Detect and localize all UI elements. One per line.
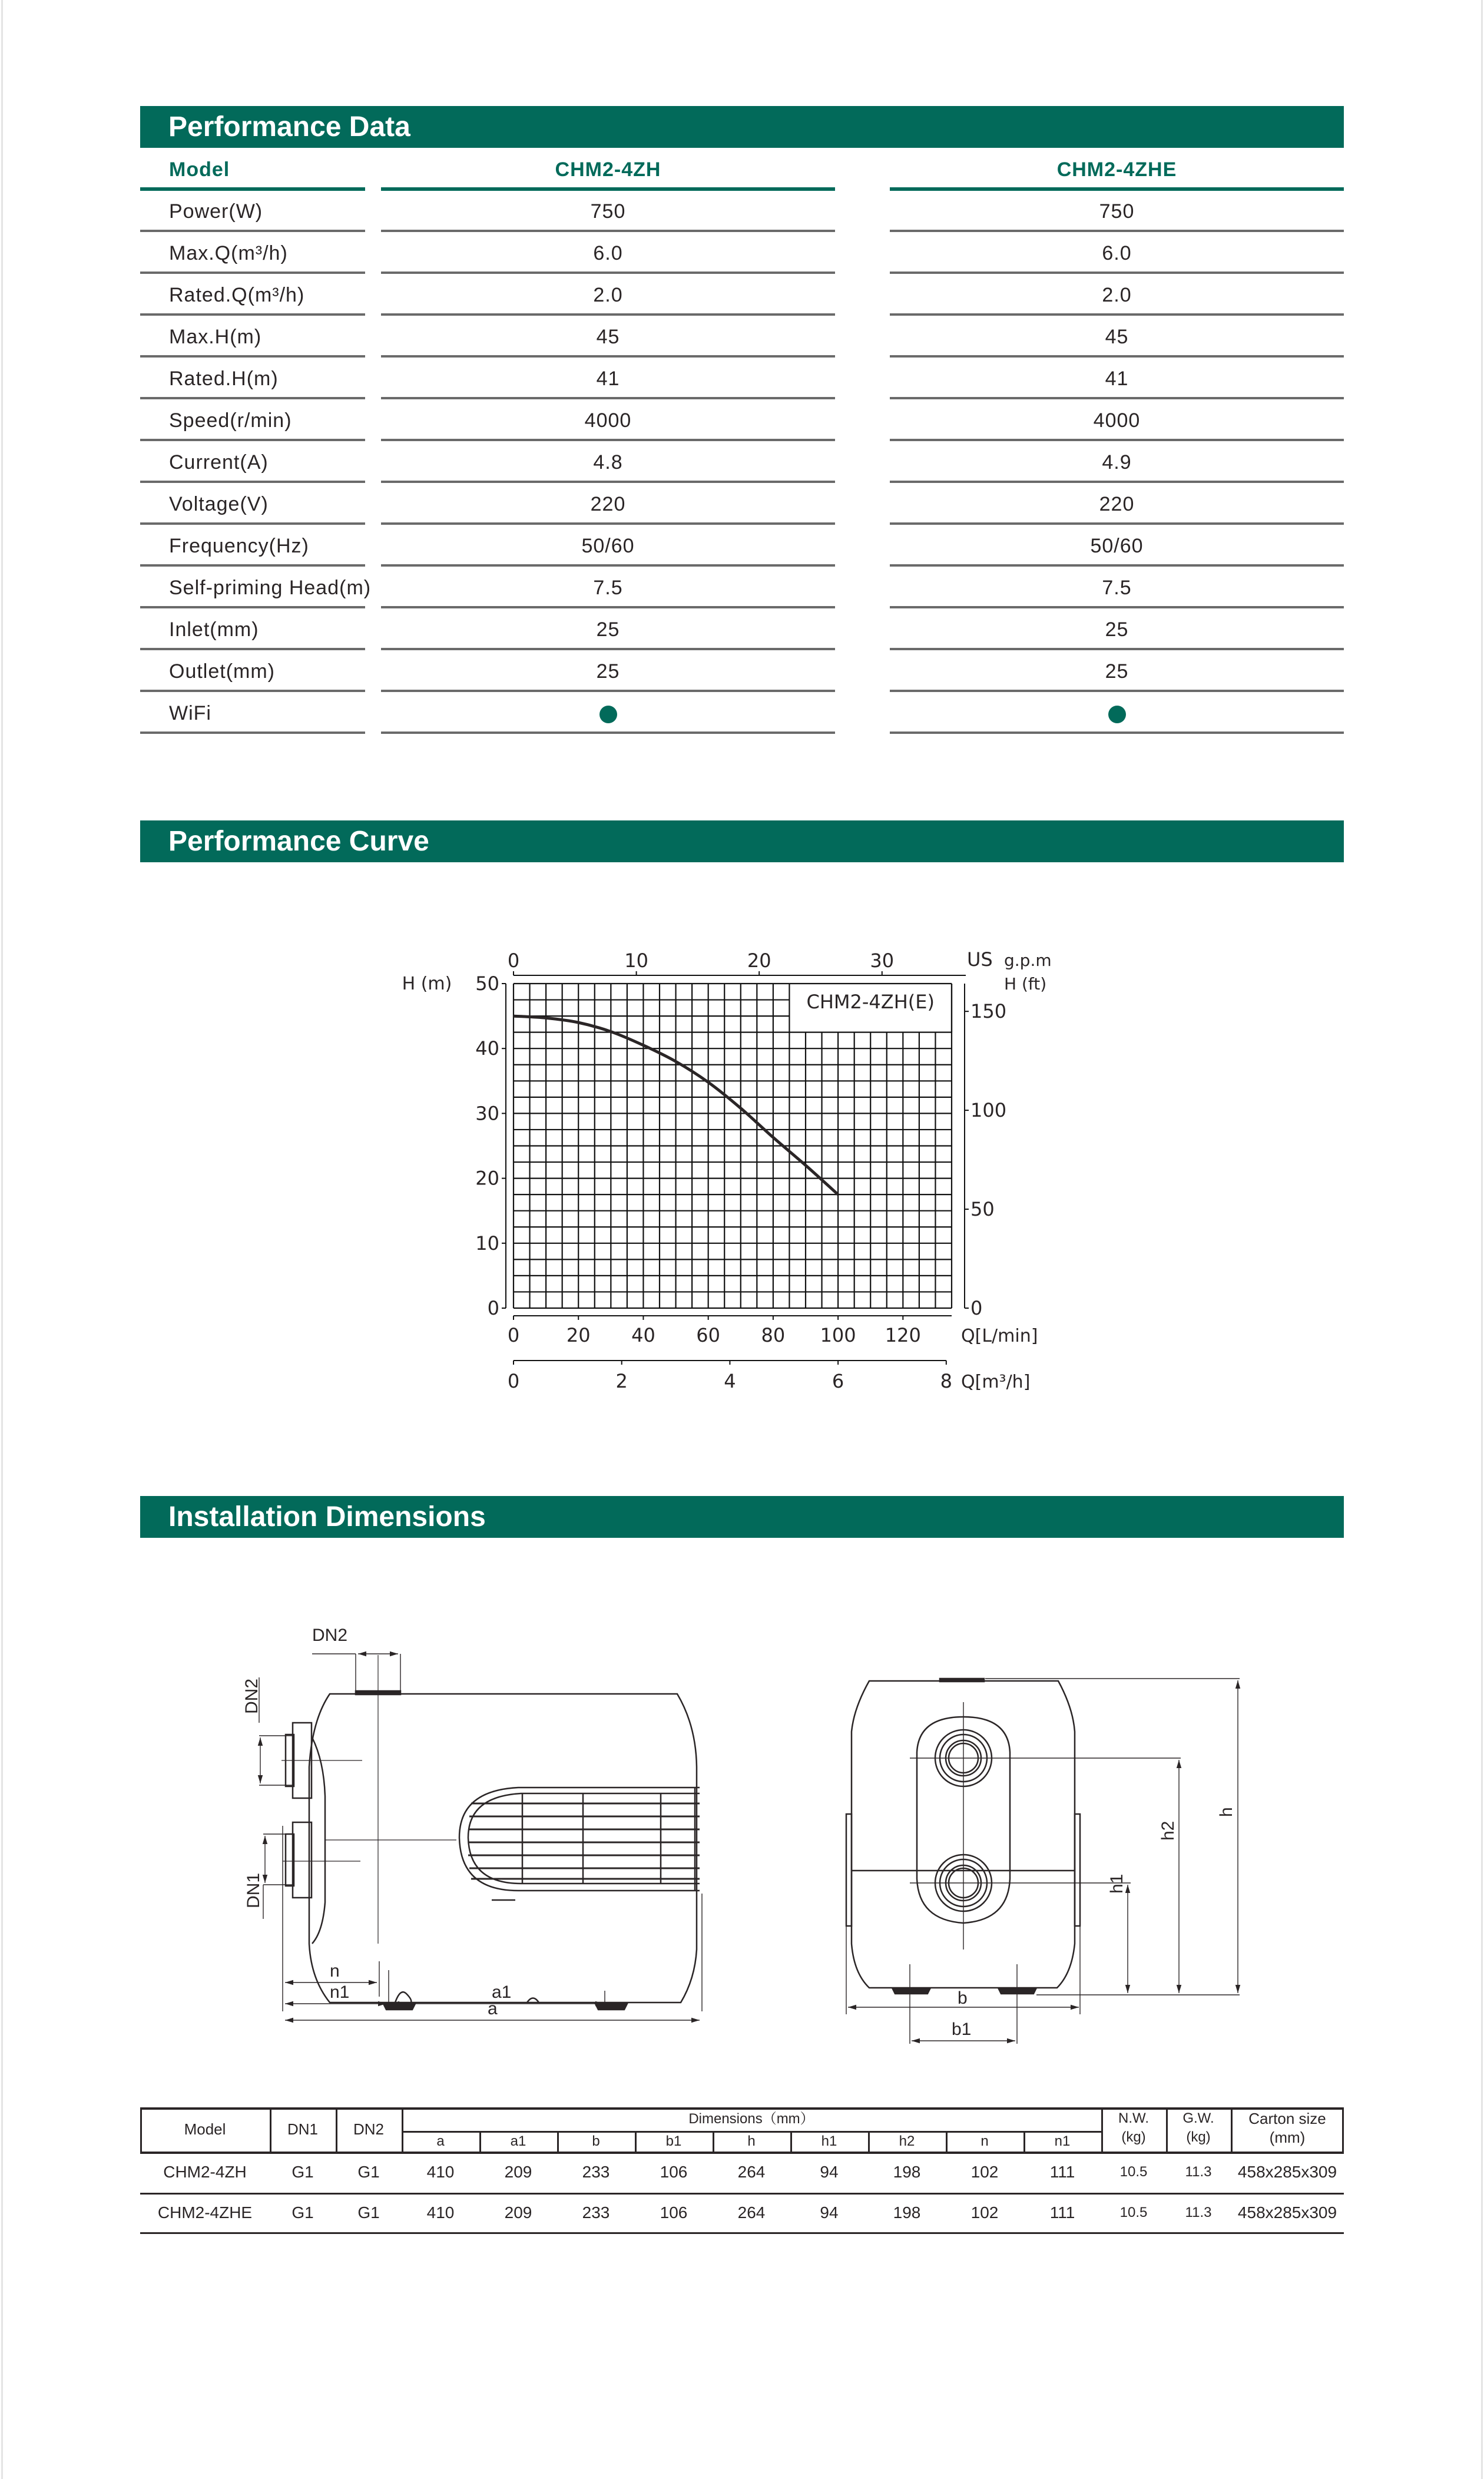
label-h: h [1217, 1807, 1236, 1817]
label-n1: n1 [330, 1982, 350, 2002]
y2-axis-label: H (ft) [1004, 974, 1047, 994]
cell-dim-a: 410 [426, 2163, 455, 2181]
label-h1: h1 [1107, 1874, 1127, 1894]
header-gw-unit: (kg) [1186, 2129, 1211, 2145]
row-divider [381, 313, 835, 316]
header-dim-n1: n1 [1054, 2133, 1071, 2149]
cell-gw: 11.3 [1185, 2164, 1212, 2180]
y-tick-label: 20 [475, 1167, 499, 1190]
row-divider [140, 313, 365, 316]
cell-dim-n: 102 [970, 2163, 999, 2181]
spec-value: 750 [1099, 200, 1135, 223]
cell-dim-h: 264 [737, 2163, 766, 2181]
row-divider [381, 397, 835, 399]
cell-dim-n1: 111 [1049, 2163, 1075, 2181]
section-title: Performance Curve [168, 826, 429, 857]
x3-tick-label: 8 [940, 1370, 952, 1392]
pump-body-side [309, 1694, 697, 2003]
x3-axis-label: Q[m³/h] [961, 1372, 1031, 1392]
section-header-performance-curve [140, 820, 1344, 862]
spec-value: 50/60 [581, 535, 635, 557]
header-dim-h2: h2 [899, 2133, 915, 2149]
spec-value: 25 [1105, 660, 1129, 683]
cell-nw: 10.5 [1119, 2205, 1148, 2220]
row-divider [890, 606, 1344, 608]
installation-drawing [224, 1602, 1284, 2039]
row-divider [140, 272, 365, 274]
dot-icon [1108, 706, 1126, 723]
row-divider [890, 397, 1344, 399]
y2-tick-label: 0 [970, 1297, 983, 1319]
spec-label: Rated.Q(m³/h) [169, 284, 305, 306]
spec-value: 45 [596, 326, 620, 348]
row-divider [890, 690, 1344, 692]
cell-dn1: G1 [292, 2163, 314, 2181]
row-divider [140, 481, 365, 483]
row-divider [381, 355, 835, 358]
x-tick-label: 120 [885, 1324, 921, 1346]
x3-tick-label: 4 [724, 1370, 736, 1392]
model-header-chm2-4zh: CHM2-4ZH [555, 158, 661, 181]
row-divider [381, 522, 835, 525]
row-divider [140, 648, 365, 650]
y-tick-label: 50 [475, 972, 499, 995]
spec-value: 750 [590, 200, 626, 223]
label-a1: a1 [492, 1982, 512, 2002]
cell-model: CHM2-4ZHE [157, 2203, 253, 2222]
spec-value: 4.9 [1102, 451, 1132, 474]
spec-label: Outlet(mm) [169, 660, 275, 683]
x-tick-label: 0 [507, 1324, 520, 1346]
label-a: a [488, 1999, 498, 2018]
x2-tick-label: 20 [747, 949, 771, 972]
cell-dim-h2: 198 [893, 2203, 921, 2222]
cell-dim-n: 102 [970, 2203, 999, 2222]
row-divider [381, 732, 835, 734]
spec-label: Speed(r/min) [169, 409, 292, 432]
y-tick-label: 0 [487, 1297, 499, 1319]
row-divider [381, 648, 835, 650]
header-dim-a: a [436, 2133, 445, 2149]
header-dim-h: h [747, 2133, 756, 2149]
spec-value: 25 [1105, 618, 1129, 641]
header-nw-unit: (kg) [1121, 2129, 1146, 2145]
spec-value: 41 [1105, 368, 1129, 390]
row-divider [381, 481, 835, 483]
row-divider [890, 522, 1344, 525]
row-divider [890, 732, 1344, 734]
label-b-width: b [958, 1988, 968, 2008]
row-divider [890, 355, 1344, 358]
spec-value: 25 [596, 660, 620, 683]
x2-tick-label: 10 [624, 949, 648, 972]
row-divider [140, 732, 365, 734]
row-divider [890, 313, 1344, 316]
spec-value: 25 [596, 618, 620, 641]
cell-dn2: G1 [357, 2203, 380, 2222]
row-divider [140, 355, 365, 358]
y2-tick-label: 100 [970, 1099, 1007, 1122]
performance-curve-chart [353, 919, 1119, 1414]
row-divider [890, 648, 1344, 650]
cell-dim-b: 233 [582, 2203, 610, 2222]
spec-label: Current(A) [169, 451, 269, 474]
x-tick-label: 20 [566, 1324, 591, 1346]
row-divider [381, 439, 835, 441]
row-divider [890, 230, 1344, 232]
x-axis-label: Q[L/min] [961, 1326, 1038, 1346]
header-dim-a1: a1 [510, 2133, 526, 2149]
row-divider [140, 690, 365, 692]
row-divider [140, 606, 365, 608]
row-divider [381, 690, 835, 692]
header-dim-n: n [980, 2133, 989, 2149]
cell-dim-a: 410 [426, 2203, 455, 2222]
y-axis-label: H (m) [402, 974, 452, 994]
spec-label: Power(W) [169, 200, 263, 223]
section-title: Installation Dimensions [168, 1501, 486, 1533]
spec-label: Max.Q(m³/h) [169, 242, 288, 264]
cell-dim-h1: 94 [820, 2163, 839, 2181]
header-nw: N.W. [1118, 2110, 1149, 2126]
x2-axis-label-us: US [967, 948, 993, 971]
header-dn1: DN1 [287, 2120, 318, 2138]
row-divider [140, 230, 365, 232]
y2-tick-label: 150 [970, 1000, 1007, 1023]
model-header-label: Model [169, 158, 230, 181]
header-gw: G.W. [1182, 2110, 1214, 2126]
spec-value: 2.0 [1102, 284, 1132, 306]
x2-tick-label: 0 [507, 949, 520, 972]
spec-value: 2.0 [593, 284, 623, 306]
row-divider [381, 272, 835, 274]
spec-value: 7.5 [593, 577, 623, 599]
label-n: n [330, 1961, 340, 1981]
wifi-supported-icon [381, 693, 835, 734]
row-divider [890, 564, 1344, 567]
spec-value: 4.8 [593, 451, 623, 474]
x-tick-label: 60 [696, 1324, 721, 1346]
spec-value: 4000 [1093, 409, 1141, 432]
spec-value: 50/60 [1090, 535, 1144, 557]
cell-dim-b1: 106 [660, 2163, 688, 2181]
cell-dim-a1: 209 [504, 2203, 532, 2222]
cell-model: CHM2-4ZH [163, 2163, 247, 2181]
header-dim-h1: h1 [821, 2133, 837, 2149]
label-dn2-top: DN2 [312, 1626, 348, 1645]
cell-dn2: G1 [357, 2163, 380, 2181]
section-header-installation-dimensions [140, 1496, 1344, 1538]
cell-carton: 458x285x309 [1237, 2163, 1337, 2181]
spec-label: Frequency(Hz) [169, 535, 309, 557]
spec-value: 220 [1099, 493, 1135, 515]
header-carton-unit: (mm) [1269, 2129, 1306, 2146]
spec-value: 220 [590, 493, 626, 515]
cell-dn1: G1 [292, 2203, 314, 2222]
cell-dim-n1: 111 [1049, 2203, 1075, 2222]
section-title: Performance Data [168, 111, 410, 143]
cell-dim-h1: 94 [820, 2203, 839, 2222]
row-divider [140, 439, 365, 441]
wifi-supported-icon [890, 693, 1344, 734]
label-b1: b1 [952, 2020, 972, 2039]
cell-dim-h: 264 [737, 2203, 766, 2222]
cell-nw: 10.5 [1119, 2164, 1148, 2180]
y-tick-label: 40 [475, 1037, 499, 1060]
row-divider [140, 397, 365, 399]
cell-gw: 11.3 [1185, 2205, 1212, 2220]
spec-label: Rated.H(m) [169, 368, 279, 390]
row-divider [890, 272, 1344, 274]
x2-axis-label-gpm: g.p.m [1004, 951, 1052, 970]
cell-dim-b1: 106 [660, 2203, 688, 2222]
x3-tick-label: 6 [832, 1370, 844, 1392]
table-bottom-rule [140, 2232, 1344, 2234]
spec-label: Inlet(mm) [169, 618, 259, 641]
cell-carton: 458x285x309 [1237, 2203, 1337, 2222]
dot-icon [599, 706, 617, 723]
label-dn2-side: DN2 [242, 1678, 261, 1714]
model-header-chm2-4zhe: CHM2-4ZHE [1056, 158, 1177, 181]
spec-value: 6.0 [593, 242, 623, 264]
row-divider [381, 606, 835, 608]
spec-value: 45 [1105, 326, 1129, 348]
spec-label: WiFi [169, 702, 211, 724]
row-divider [381, 230, 835, 232]
header-model: Model [184, 2120, 226, 2138]
row-divider [890, 481, 1344, 483]
x-tick-label: 80 [761, 1324, 786, 1346]
x-tick-label: 40 [631, 1324, 655, 1346]
x-tick-label: 100 [820, 1324, 856, 1346]
spec-label: Max.H(m) [169, 326, 262, 348]
header-dn2: DN2 [353, 2120, 384, 2138]
header-dim-b1: b1 [665, 2133, 682, 2149]
row-divider [140, 564, 365, 567]
cell-dim-h2: 198 [893, 2163, 921, 2181]
x3-tick-label: 2 [615, 1370, 628, 1392]
x2-tick-label: 30 [870, 949, 895, 972]
row-divider [381, 564, 835, 567]
spec-label: Voltage(V) [169, 493, 269, 515]
label-h2: h2 [1158, 1821, 1178, 1841]
cell-dim-b: 233 [582, 2163, 610, 2181]
spec-value: 4000 [584, 409, 632, 432]
x3-tick-label: 0 [507, 1370, 520, 1392]
y-tick-label: 30 [475, 1102, 499, 1125]
row-divider [140, 522, 365, 525]
spec-value: 7.5 [1102, 577, 1132, 599]
spec-value: 6.0 [1102, 242, 1132, 264]
header-dim-b: b [592, 2133, 600, 2149]
y-tick-label: 10 [475, 1232, 499, 1255]
header-dimensions: Dimensions（mm） [688, 2111, 814, 2127]
y2-tick-label: 50 [970, 1198, 995, 1221]
section-header-performance-data [140, 106, 1344, 148]
row-divider [890, 439, 1344, 441]
label-dn1-side: DN1 [244, 1872, 263, 1908]
cell-dim-a1: 209 [504, 2163, 532, 2181]
spec-value: 41 [596, 368, 620, 390]
legend-label: CHM2-4ZH(E) [806, 990, 935, 1013]
spec-label: Self-priming Head(m) [169, 577, 372, 599]
header-carton: Carton size [1248, 2110, 1326, 2127]
